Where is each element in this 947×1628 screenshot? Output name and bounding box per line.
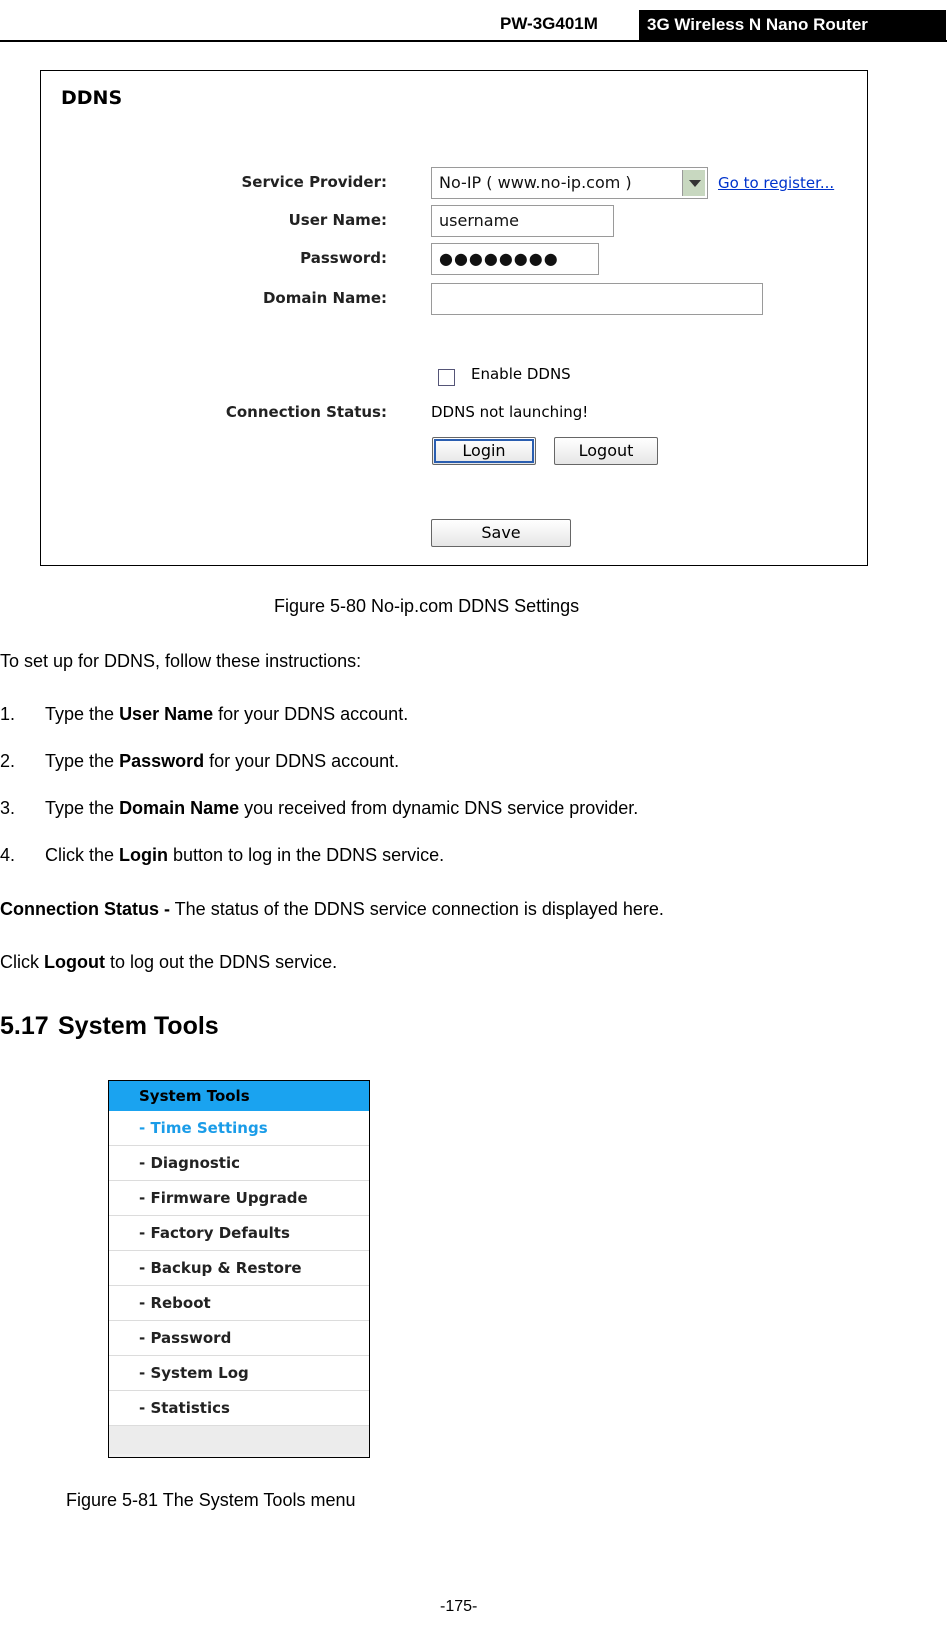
save-button[interactable]: Save — [431, 519, 571, 547]
ddns-settings-screenshot — [40, 70, 868, 566]
logout-description: Click Logout to log out the DDNS service. — [0, 952, 338, 972]
menu-item-system-log[interactable]: - System Log — [109, 1356, 369, 1391]
section-heading — [0, 1012, 219, 1041]
menu-item-diagnostic[interactable]: - Diagnostic — [109, 1146, 369, 1181]
step-item: 3. Type the Domain Name you received from dynamic DNS service provider. — [0, 798, 639, 818]
step-item: 4. Click the Login button to log in the DDNS service. — [0, 845, 445, 865]
domain-name-input[interactable] — [431, 283, 763, 315]
menu-footer — [109, 1426, 369, 1454]
menu-item-factory-defaults[interactable]: - Factory Defaults — [109, 1216, 369, 1251]
enable-ddns-checkbox[interactable] — [438, 369, 455, 386]
service-provider-label: Service Provider: — [241, 173, 387, 191]
step-item: 2. Type the Password for your DDNS account. — [0, 751, 400, 771]
product-name: 3G Wireless N Nano Router — [639, 10, 946, 40]
figure-caption-ddns: Figure 5-80 No-ip.com DDNS Settings — [274, 596, 580, 616]
intro-text: To set up for DDNS, follow these instructions: — [0, 651, 362, 671]
username-label: User Name: — [288, 211, 387, 229]
password-input[interactable]: ●●●●●●●● — [431, 243, 599, 275]
menu-item-firmware-upgrade[interactable]: - Firmware Upgrade — [109, 1181, 369, 1216]
login-button[interactable]: Login — [432, 437, 536, 465]
username-input[interactable]: username — [431, 205, 614, 237]
connection-status-label: Connection Status: — [225, 403, 387, 421]
service-provider-value: No-IP ( www.no-ip.com ) — [439, 173, 632, 192]
page-number: -175- — [440, 1598, 478, 1615]
ddns-title: DDNS — [61, 87, 123, 109]
chevron-down-icon[interactable] — [682, 170, 705, 196]
section-title: System Tools — [58, 1012, 219, 1040]
service-provider-select[interactable] — [431, 167, 708, 199]
header-rule — [0, 40, 947, 42]
connection-status-value: DDNS not launching! — [431, 403, 589, 421]
menu-item-time-settings[interactable]: - Time Settings — [109, 1111, 369, 1146]
page-header — [0, 8, 947, 42]
menu-header[interactable]: System Tools — [109, 1081, 369, 1111]
menu-item-statistics[interactable]: - Statistics — [109, 1391, 369, 1426]
menu-item-backup-restore[interactable]: - Backup & Restore — [109, 1251, 369, 1286]
figure-caption-system-tools: Figure 5-81 The System Tools menu — [66, 1490, 356, 1510]
system-tools-menu — [108, 1080, 370, 1458]
enable-ddns-label: Enable DDNS — [471, 365, 571, 383]
domain-name-label: Domain Name: — [262, 289, 387, 307]
section-number: 5.17 — [0, 1012, 49, 1040]
password-label: Password: — [300, 249, 387, 267]
model-name: PW-3G401M — [500, 14, 598, 33]
logout-button[interactable]: Logout — [554, 437, 658, 465]
register-link[interactable]: Go to register... — [718, 174, 835, 192]
connection-status-description: Connection Status - The status of the DDNS service connection is displayed here. — [0, 899, 664, 919]
step-item: 1. Type the User Name for your DDNS account. — [0, 704, 409, 724]
menu-item-reboot[interactable]: - Reboot — [109, 1286, 369, 1321]
menu-item-password[interactable]: - Password — [109, 1321, 369, 1356]
